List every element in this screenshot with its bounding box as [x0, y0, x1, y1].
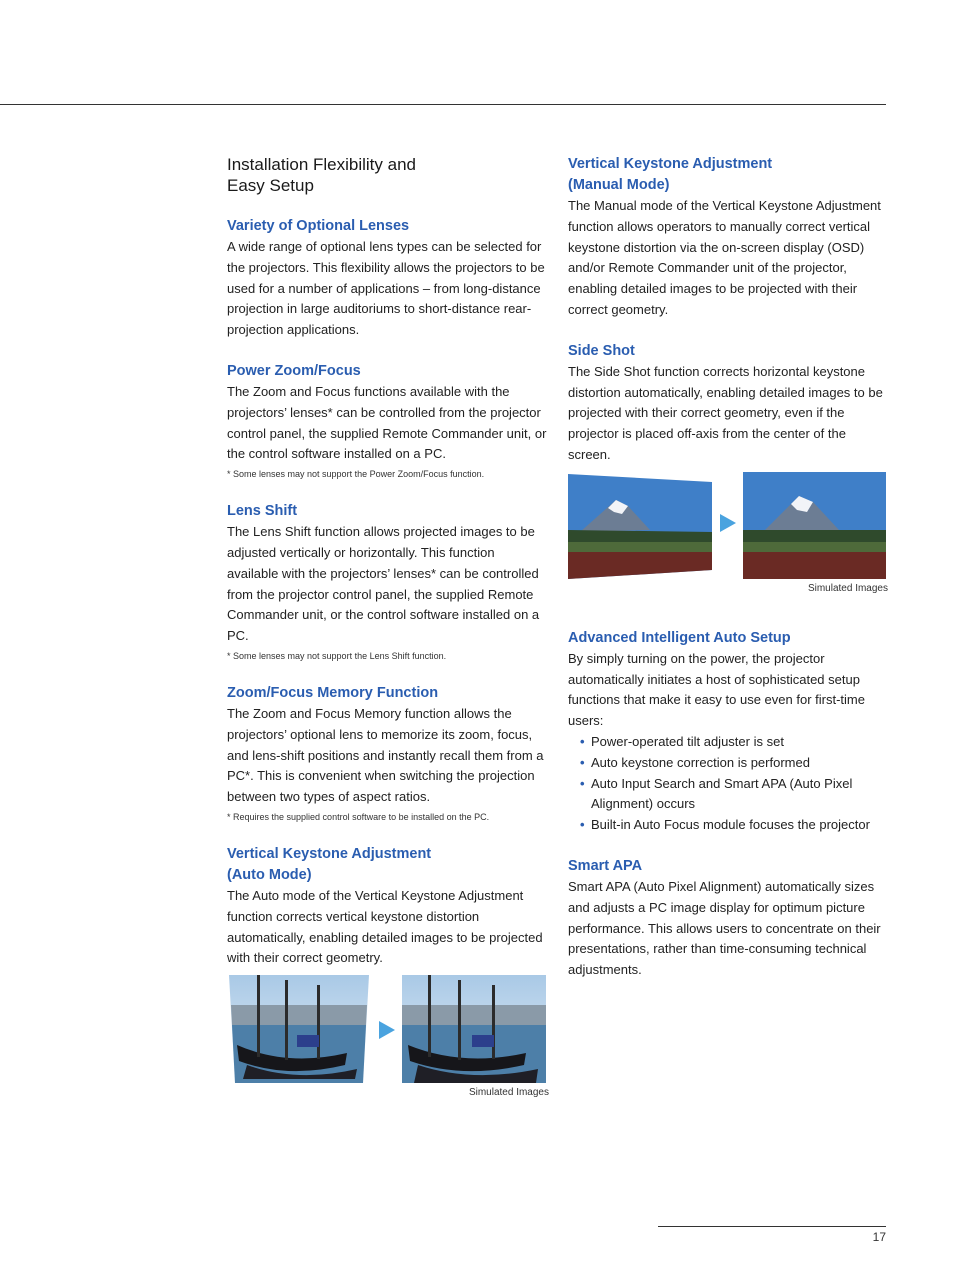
- footnote: * Requires the supplied control software to be installed on the PC.: [227, 811, 490, 822]
- mountain-distorted-image: [568, 472, 712, 579]
- list-item: [580, 774, 888, 816]
- arrow-right-icon: [379, 1021, 395, 1039]
- footnote: * Some lenses may not support the Power Zoom/Focus function.: [227, 469, 485, 480]
- section-optional-lenses: [227, 216, 549, 341]
- section-power-zoom: [227, 361, 549, 481]
- section-keystone-manual: [568, 154, 888, 321]
- section-title: Vertical Keystone Adjustment (Manual Mode): [568, 156, 773, 193]
- image-caption: Simulated Images: [468, 1087, 549, 1099]
- mountain-corrected-image: [743, 472, 886, 579]
- left-column: [227, 154, 549, 1098]
- bullet-icon: •: [580, 775, 585, 791]
- section-keystone-auto: [227, 844, 549, 969]
- side-shot-image-pair: [568, 472, 888, 579]
- section-smart-apa: [568, 856, 888, 981]
- arrow-right-icon: [720, 514, 736, 532]
- gondola-distorted-image: [227, 975, 371, 1083]
- list-item-text: Power-operated tilt adjuster is set: [591, 733, 784, 749]
- section-title: Zoom/Focus Memory Function: [227, 684, 439, 701]
- section-body: By simply turning on the power, the projector automatically initiates a host of sophisticated setup functions that make it easy to use even for first-time users:: [568, 650, 865, 729]
- right-column: [568, 154, 888, 1001]
- section-title: Smart APA: [568, 857, 643, 874]
- section-body: The Zoom and Focus Memory function allows the projectors’ optional lens to memorize its zoom, focus, and lens-shift positions and instantly recall them from a PC*. This is convenient when switching the projection between two types of aspect ratios.: [227, 705, 544, 805]
- footnote: * Some lenses may not support the Lens Shift function.: [227, 650, 447, 661]
- list-item: [580, 732, 888, 753]
- section-body: The Side Shot function corrects horizontal keystone distortion automatically, enabling detailed images to be projected with their correct geometry, even if the projector is placed off-axis from the center of the screen.: [568, 363, 883, 462]
- page-title: Installation Flexibility and Easy Setup: [227, 155, 416, 195]
- section-auto-setup: [568, 628, 888, 836]
- section-title: Lens Shift: [227, 503, 298, 520]
- list-item: [580, 753, 888, 774]
- list-item: [580, 815, 888, 836]
- section-lens-shift: [227, 501, 549, 663]
- bullet-icon: •: [580, 754, 585, 770]
- section-zoom-focus-memory: [227, 683, 549, 824]
- image-caption: Simulated Images: [807, 582, 888, 594]
- list-item-text: Auto Input Search and Smart APA (Auto Pixel Alignment) occurs: [591, 775, 853, 812]
- section-title: Vertical Keystone Adjustment (Auto Mode): [227, 845, 432, 883]
- feature-list: [580, 732, 888, 836]
- bullet-icon: •: [580, 817, 585, 833]
- section-title: Variety of Optional Lenses: [227, 218, 410, 234]
- section-body: The Auto mode of the Vertical Keystone Adjustment function corrects vertical keystone distortion automatically, enabling detailed images to be projected with their correct geometry.: [227, 887, 543, 966]
- section-body: The Lens Shift function allows projected images to be adjusted vertically or horizontally. This function available with the projectors’ lenses* can be controlled from the projector control panel, the supplied Remote Commander unit, or the control software installed on a PC.: [227, 524, 540, 644]
- section-title: Side Shot: [568, 342, 635, 359]
- bullet-icon: •: [580, 733, 585, 749]
- gondola-corrected-image: [402, 975, 546, 1083]
- section-body: Smart APA (Auto Pixel Alignment) automatically sizes and adjusts a PC image display for optimum picture performance. This allows users to concentrate on their presentations, rather than time-consuming technical adjustments.: [568, 878, 881, 978]
- page-number: 17: [872, 1230, 886, 1244]
- list-item-text: Auto keystone correction is performed: [591, 754, 810, 770]
- section-body: A wide range of optional lens types can be selected for the projectors. This flexibility allows the projectors to be used for a number of applications – from long-distance projection in large auditoriums to short-distance rear-projection applications.: [227, 239, 545, 338]
- section-body: The Manual mode of the Vertical Keystone Adjustment function allows operators to manually correct vertical keystone distortion via the on-screen display (OSD) and/or Remote Commander unit of the projector, enabling detailed images to be projected with their correct geometry.: [568, 198, 881, 317]
- footer-rule: [658, 1226, 886, 1227]
- section-side-shot: [568, 341, 888, 466]
- section-title: Advanced Intelligent Auto Setup: [568, 629, 791, 646]
- section-body: The Zoom and Focus functions available with the projectors’ lenses* can be controlled from the projector control panel, the supplied Remote Commander unit, or the control software installed on a PC.: [227, 383, 547, 462]
- keystone-image-pair: [227, 975, 549, 1083]
- section-title: Power Zoom/Focus: [227, 362, 361, 379]
- list-item-text: Built-in Auto Focus module focuses the projector: [591, 817, 870, 833]
- top-rule: [0, 104, 886, 105]
